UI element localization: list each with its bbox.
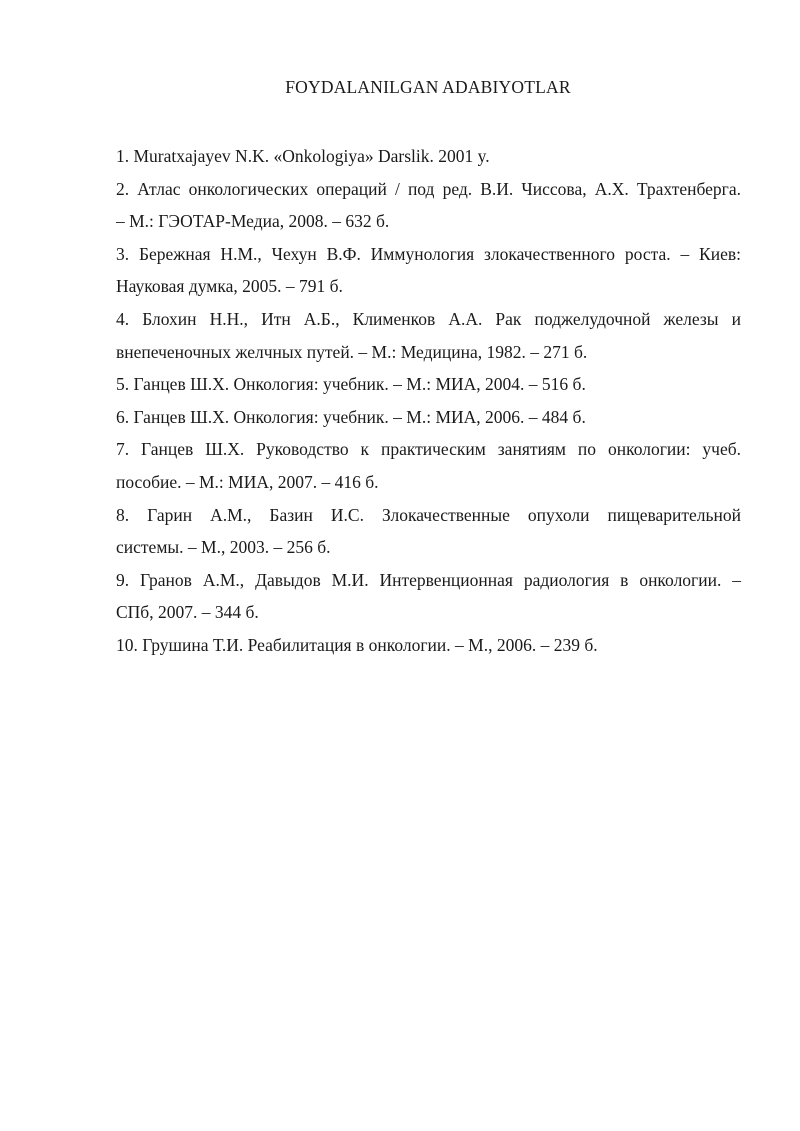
- reference-item: [116, 238, 741, 303]
- reference-line: 6. Ганцев Ш.Х. Онкология: учебник. – М.: МИА, 2006. – 484 б.: [116, 406, 586, 427]
- reference-item: [116, 173, 741, 238]
- reference-line: системы. – М., 2003. – 256 б.: [116, 537, 331, 558]
- reference-line: 8. Гарин А.М., Базин И.С. Злокачественные опухоли пищеварительной: [116, 504, 741, 525]
- reference-line: 9. Гранов А.М., Давыдов М.И. Интервенционная радиология в онкологии. –: [116, 569, 741, 590]
- reference-line: внепеченочных желчных путей. – М.: Медицина, 1982. – 271 б.: [116, 341, 588, 362]
- reference-item: [116, 564, 741, 629]
- reference-line: пособие. – М.: МИА, 2007. – 416 б.: [116, 471, 379, 492]
- reference-item: [116, 629, 741, 662]
- reference-item: [116, 499, 741, 564]
- reference-item: [116, 401, 741, 434]
- reference-line: 7. Ганцев Ш.Х. Руководство к практическим занятиям по онкологии: учеб.: [116, 439, 741, 460]
- reference-item: [116, 433, 741, 498]
- reference-line: – М.: ГЭОТАР-Медиа, 2008. – 632 б.: [116, 211, 390, 232]
- reference-item: [116, 140, 741, 173]
- reference-line: 10. Грушина Т.И. Реабилитация в онкологии. – М., 2006. – 239 б.: [116, 634, 598, 655]
- reference-list: [116, 140, 741, 662]
- reference-line: 5. Ганцев Ш.Х. Онкология: учебник. – М.: МИА, 2004. – 516 б.: [116, 374, 586, 395]
- reference-item: [116, 303, 741, 368]
- reference-line: СПб, 2007. – 344 б.: [116, 602, 259, 623]
- reference-line: 3. Бережная Н.М., Чехун В.Ф. Иммунология злокачественного роста. – Киев:: [116, 243, 741, 264]
- page-title: FOYDALANILGAN ADABIYOTLAR: [285, 77, 571, 97]
- reference-line: 1. Muratxajayev N.K. «Onkologiya» Darslik. 2001 y.: [116, 146, 490, 166]
- reference-line: 2. Атлас онкологических операций / под ред. В.И. Чиссова, А.Х. Трахтенберга.: [116, 178, 741, 199]
- reference-line: 4. Блохин Н.Н., Итн А.Б., Клименков А.А. Рак поджелудочной железы и: [116, 308, 741, 329]
- reference-line: Науковая думка, 2005. – 791 б.: [116, 276, 343, 297]
- reference-item: [116, 368, 741, 401]
